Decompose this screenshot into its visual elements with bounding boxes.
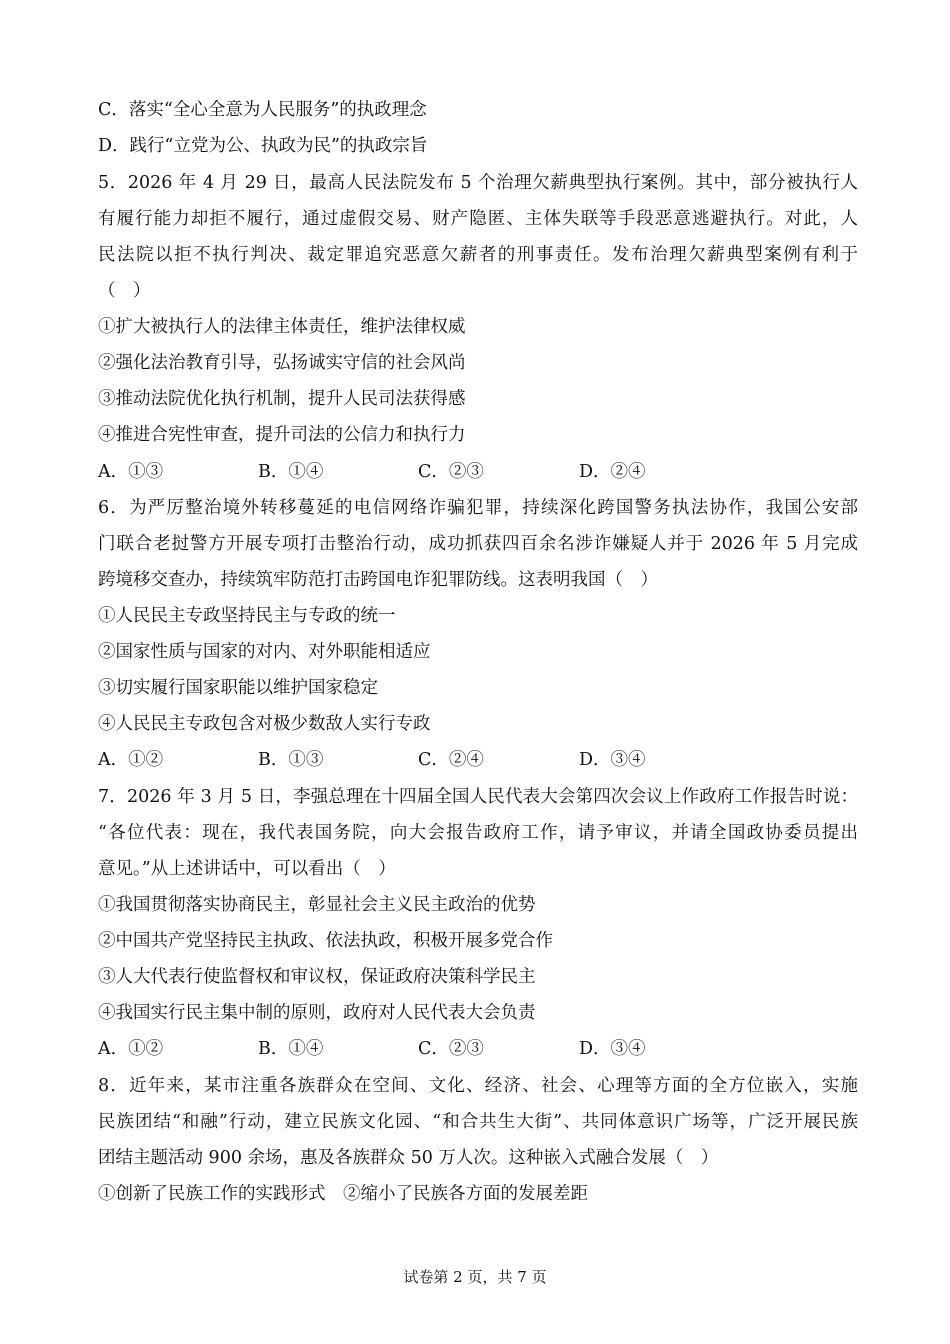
q6-option-b: B．①③ <box>258 750 324 770</box>
q5-stem-line-3: 民法院以拒不执行判决、裁定罪追究恶意欠薪者的刑事责任。发布治理欠薪典型案例有利于 <box>98 245 858 265</box>
page-footer: 试卷第 2 页，共 7 页 <box>403 1268 547 1286</box>
q7-option-b: B．①④ <box>258 1039 324 1059</box>
q6-stem-line-2: 门联合老挝警方开展专项打击整治行动，成功抓获四百余名涉诈嫌疑人并于 2026 年 5 月完成 <box>98 534 858 554</box>
q7-statement-4: ④我国实行民主集中制的原则，政府对人民代表大会负责 <box>98 1003 536 1023</box>
q6-statement-4: ④人民民主专政包含对极少数敌人实行专政 <box>98 714 431 734</box>
q5-answer-bracket: （ ） <box>98 281 151 301</box>
q7-stem-line-1: 7．2026 年 3 月 5 日，李强总理在十四届全国人民代表大会第四次会议上作政府工作报告时说： <box>98 787 858 807</box>
q5-stem-line-1: 5．2026 年 4 月 29 日，最高人民法院发布 5 个治理欠薪典型执行案例。其中，部分被执行人 <box>98 173 858 193</box>
q6-stem-line-3: 跨境移交查办，持续筑牢防范打击跨国电诈犯罪防线。这表明我国（ ） <box>98 570 658 590</box>
q7-option-c: C．②③ <box>418 1039 484 1059</box>
q6-option-d: D．③④ <box>579 750 646 770</box>
q8-stem-line-1: 8．近年来，某市注重各族群众在空间、文化、经济、社会、心理等方面的全方位嵌入，实施 <box>98 1076 858 1096</box>
q5-option-b: B．①④ <box>258 462 324 482</box>
q5-statement-2: ②强化法治教育引导，弘扬诚实守信的社会风尚 <box>98 353 466 373</box>
q6-option-c: C．②④ <box>418 750 484 770</box>
q7-option-d: D．③④ <box>579 1039 646 1059</box>
q5-statement-4: ④推进合宪性审查，提升司法的公信力和执行力 <box>98 425 466 445</box>
q7-statement-1: ①我国贯彻落实协商民主，彰显社会主义民主政治的优势 <box>98 895 536 915</box>
q8-stem-line-2: 民族团结“和融”行动，建立民族文化园、“和合共生大街”、共同体意识广场等，广泛开展民族 <box>98 1112 858 1132</box>
q6-statement-1: ①人民民主专政坚持民主与专政的统一 <box>98 606 396 626</box>
q4-option-d: D．践行“立党为公、执政为民”的执政宗旨 <box>98 136 428 156</box>
q6-stem-line-1: 6．为严厉整治境外转移蔓延的电信网络诈骗犯罪，持续深化跨国警务执法协作，我国公安部 <box>98 498 858 518</box>
q6-option-a: A．①② <box>98 750 164 770</box>
q5-statement-1: ①扩大被执行人的法律主体责任，维护法律权威 <box>98 317 466 337</box>
q7-statement-3: ③人大代表行使监督权和审议权，保证政府决策科学民主 <box>98 967 536 987</box>
q7-option-a: A．①② <box>98 1039 164 1059</box>
q5-option-c: C．②③ <box>418 462 484 482</box>
q8-stem-line-3: 团结主题活动 900 余场，惠及各族群众 50 万人次。这种嵌入式融合发展（ ） <box>98 1148 719 1168</box>
q5-option-d: D．②④ <box>579 462 646 482</box>
q8-statements-1-2: ①创新了民族工作的实践形式 ②缩小了民族各方面的发展差距 <box>98 1184 588 1204</box>
q7-statement-2: ②中国共产党坚持民主执政、依法执政，积极开展多党合作 <box>98 931 553 951</box>
q5-option-a: A．①③ <box>98 462 164 482</box>
q6-statement-2: ②国家性质与国家的对内、对外职能相适应 <box>98 642 431 662</box>
q4-option-c: C．落实“全心全意为人民服务”的执政理念 <box>98 100 427 120</box>
q5-stem-line-2: 有履行能力却拒不履行，通过虚假交易、财产隐匿、主体失联等手段恶意逃避执行。对此，人 <box>98 209 858 229</box>
q6-statement-3: ③切实履行国家职能以维护国家稳定 <box>98 678 378 698</box>
q7-stem-line-2: “各位代表：现在，我代表国务院，向大会报告政府工作，请予审议，并请全国政协委员提出 <box>98 823 858 843</box>
q7-stem-line-3: 意见。”从上述讲话中，可以看出（ ） <box>98 859 396 879</box>
q5-statement-3: ③推动法院优化执行机制，提升人民司法获得感 <box>98 389 466 409</box>
